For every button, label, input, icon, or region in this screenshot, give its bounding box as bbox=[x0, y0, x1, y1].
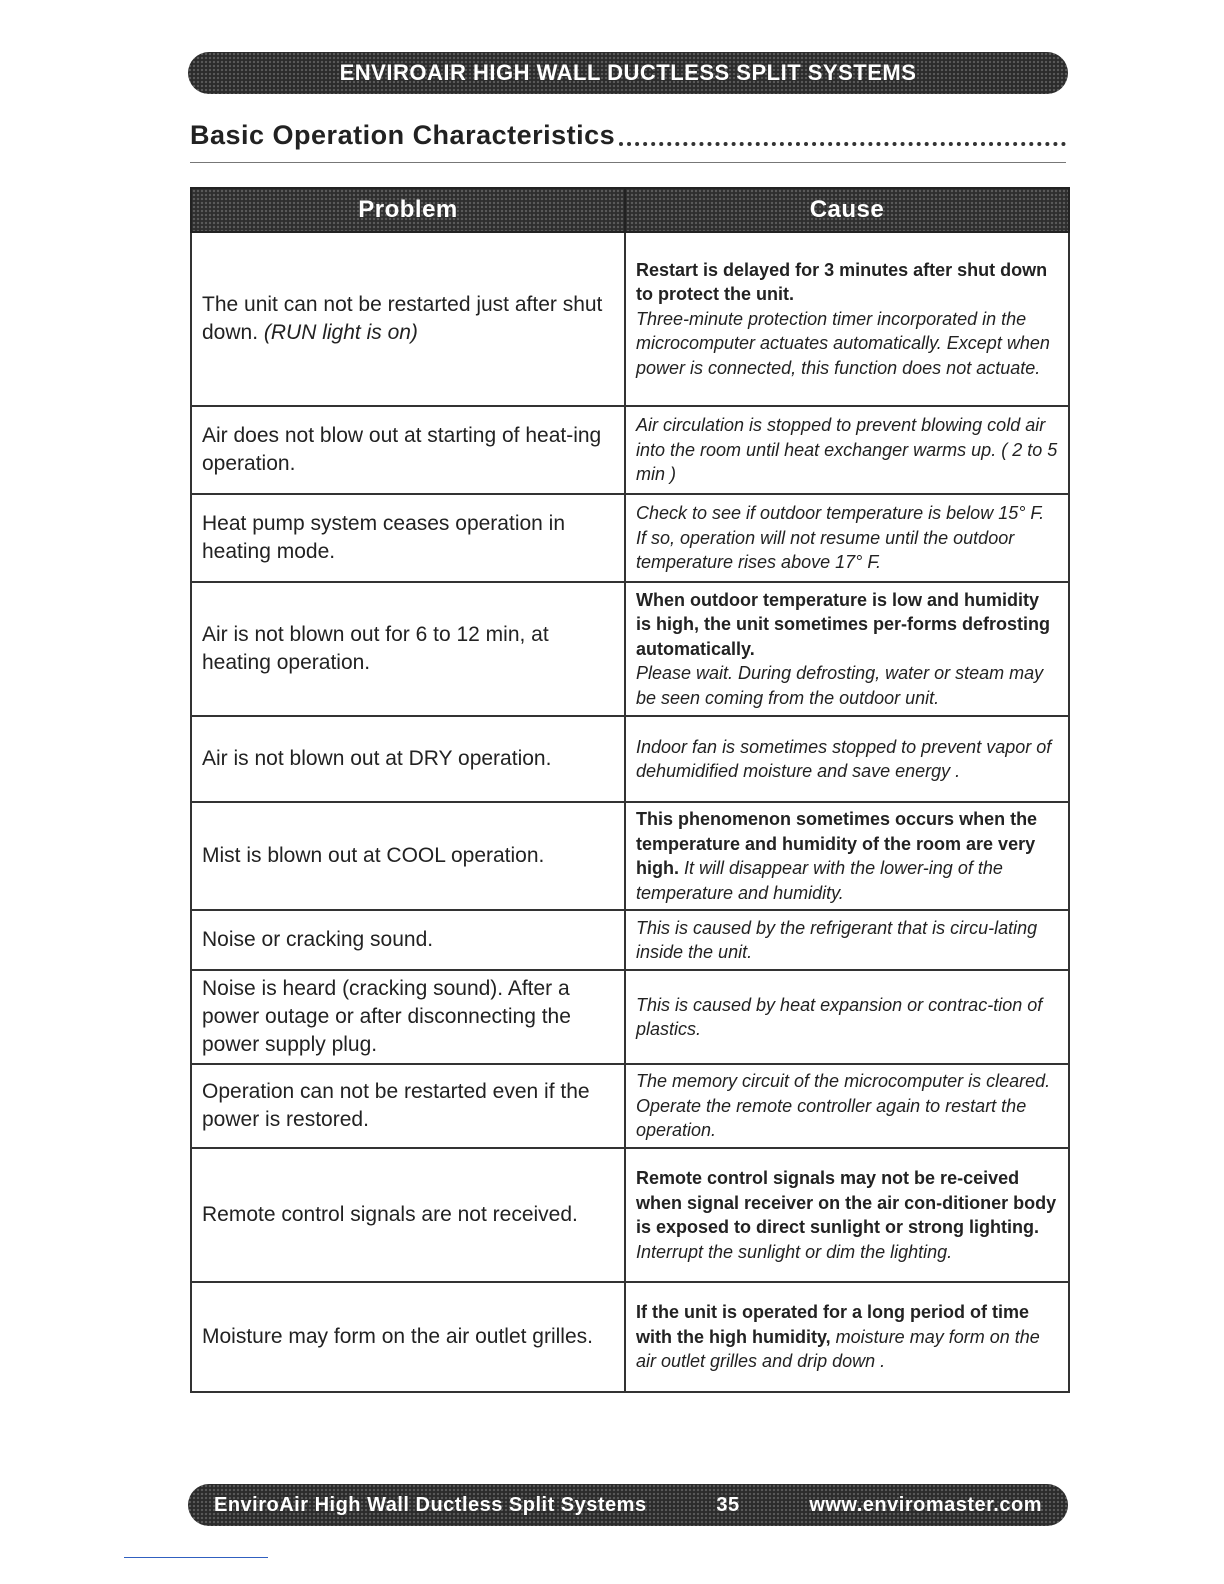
table-row bbox=[191, 716, 1069, 802]
table-row bbox=[191, 970, 1069, 1064]
problem-cell bbox=[191, 802, 625, 910]
problem-note: (RUN light is on) bbox=[263, 321, 418, 344]
problem-text: Mist is blown out at COOL operation. bbox=[202, 844, 545, 867]
footnote-rule bbox=[124, 1557, 268, 1558]
title-leader-dots bbox=[619, 142, 1066, 146]
problem-text: Remote control signals are not received. bbox=[202, 1203, 578, 1226]
cause-cell bbox=[625, 716, 1069, 802]
table-row bbox=[191, 1148, 1069, 1282]
problem-cell bbox=[191, 910, 625, 970]
page-number: 35 bbox=[716, 1493, 740, 1516]
problem-text: Operation can not be restarted even if the power is restored. bbox=[202, 1080, 590, 1131]
footer-website: www.enviromaster.com bbox=[809, 1493, 1042, 1516]
header-banner-text: ENVIROAIR HIGH WALL DUCTLESS SPLIT SYSTEMS bbox=[339, 60, 917, 85]
cause-cell bbox=[625, 970, 1069, 1064]
problem-cell bbox=[191, 716, 625, 802]
cause-bold-text: Remote control signals may not be re-ceived when signal receiver on the air con-ditioner body is exposed to direct sunlight or strong lighting. bbox=[636, 1168, 1057, 1237]
title-divider bbox=[190, 162, 1066, 163]
problem-text: Air is not blown out for 6 to 12 min, at heating operation. bbox=[202, 623, 549, 674]
problem-cell bbox=[191, 582, 625, 716]
problem-cell bbox=[191, 1148, 625, 1282]
problem-cell bbox=[191, 970, 625, 1064]
cause-cell bbox=[625, 910, 1069, 970]
cause-italic-text: Indoor fan is sometimes stopped to prevent vapor of dehumidified moisture and save energy . bbox=[636, 736, 1052, 781]
cause-italic-text: Please wait. During defrosting, water or steam may be seen coming from the outdoor unit. bbox=[636, 663, 1044, 708]
problem-text: Air is not blown out at DRY operation. bbox=[202, 747, 552, 770]
problem-text: Noise is heard (cracking sound). After a power outage or after disconnecting the power supply plug. bbox=[202, 977, 571, 1056]
table-row bbox=[191, 910, 1069, 970]
cause-cell bbox=[625, 802, 1069, 910]
cause-cell bbox=[625, 1282, 1069, 1392]
cause-italic-text: Check to see if outdoor temperature is below 15° F. If so, operation will not resume until the outdoor temperature rises above 17° F. bbox=[636, 503, 1045, 573]
cause-italic-text: This is caused by the refrigerant that is circu-lating inside the unit. bbox=[636, 917, 1038, 962]
problem-text: The unit can not be restarted just after shut down. bbox=[202, 293, 603, 344]
cause-italic-text: It will disappear with the lower-ing of the temperature and humidity. bbox=[636, 858, 1003, 903]
problem-text: Air does not blow out at starting of heat-ing operation. bbox=[202, 424, 602, 475]
cause-cell bbox=[625, 1064, 1069, 1148]
cause-italic-text: Air circulation is stopped to prevent blowing cold air into the room until heat exchanger warms up. ( 2 to 5 min ) bbox=[636, 415, 1058, 485]
problem-text: Noise or cracking sound. bbox=[202, 928, 434, 951]
problem-cell bbox=[191, 494, 625, 582]
table-header-row bbox=[191, 188, 1069, 232]
section-heading bbox=[190, 120, 1066, 151]
table-row bbox=[191, 582, 1069, 716]
problem-cell bbox=[191, 1282, 625, 1392]
cause-cell bbox=[625, 232, 1069, 406]
cause-italic-text: moisture may form on the air outlet grilles and drip down . bbox=[636, 1326, 1040, 1372]
cause-bold-text: This phenomenon sometimes occurs when the temperature and humidity of the room are very high. bbox=[636, 809, 1038, 878]
problem-text: Moisture may form on the air outlet grilles. bbox=[202, 1325, 593, 1348]
cause-bold-text: When outdoor temperature is low and humidity is high, the unit sometimes per-forms defrosting automatically. bbox=[636, 589, 1051, 659]
cause-italic-text: This is caused by heat expansion or contrac-tion of plastics. bbox=[636, 994, 1043, 1039]
cause-cell bbox=[625, 494, 1069, 582]
troubleshooting-table bbox=[190, 187, 1070, 1393]
footer-product-name: EnviroAir High Wall Ductless Split Systems bbox=[214, 1493, 647, 1516]
table-row bbox=[191, 802, 1069, 910]
footer-banner bbox=[188, 1484, 1068, 1526]
problem-text: Heat pump system ceases operation in heating mode. bbox=[202, 512, 566, 563]
problem-cell bbox=[191, 1064, 625, 1148]
cause-cell bbox=[625, 406, 1069, 494]
column-header-cause: Cause bbox=[625, 188, 1069, 232]
header-banner bbox=[188, 52, 1068, 94]
cause-italic-text: Three-minute protection timer incorporated in the microcomputer actuates automatically. Except when power is connected, this function does not actuate. bbox=[636, 308, 1050, 378]
column-header-problem: Problem bbox=[191, 188, 625, 232]
table-row bbox=[191, 1282, 1069, 1392]
cause-cell bbox=[625, 1148, 1069, 1282]
table-row bbox=[191, 406, 1069, 494]
section-title: Basic Operation Characteristics bbox=[190, 120, 616, 150]
cause-bold-text: If the unit is operated for a long period of time with the high humidity, bbox=[636, 1302, 1030, 1347]
table-row bbox=[191, 1064, 1069, 1148]
cause-italic-text: The memory circuit of the microcomputer is cleared. Operate the remote controller again to restart the operation. bbox=[636, 1071, 1051, 1141]
cause-cell bbox=[625, 582, 1069, 716]
problem-cell bbox=[191, 232, 625, 406]
table-row bbox=[191, 232, 1069, 406]
cause-italic-text: Interrupt the sunlight or dim the lighting. bbox=[636, 1241, 953, 1262]
problem-cell bbox=[191, 406, 625, 494]
table-row bbox=[191, 494, 1069, 582]
cause-bold-text: Restart is delayed for 3 minutes after shut down to protect the unit. bbox=[636, 259, 1048, 305]
